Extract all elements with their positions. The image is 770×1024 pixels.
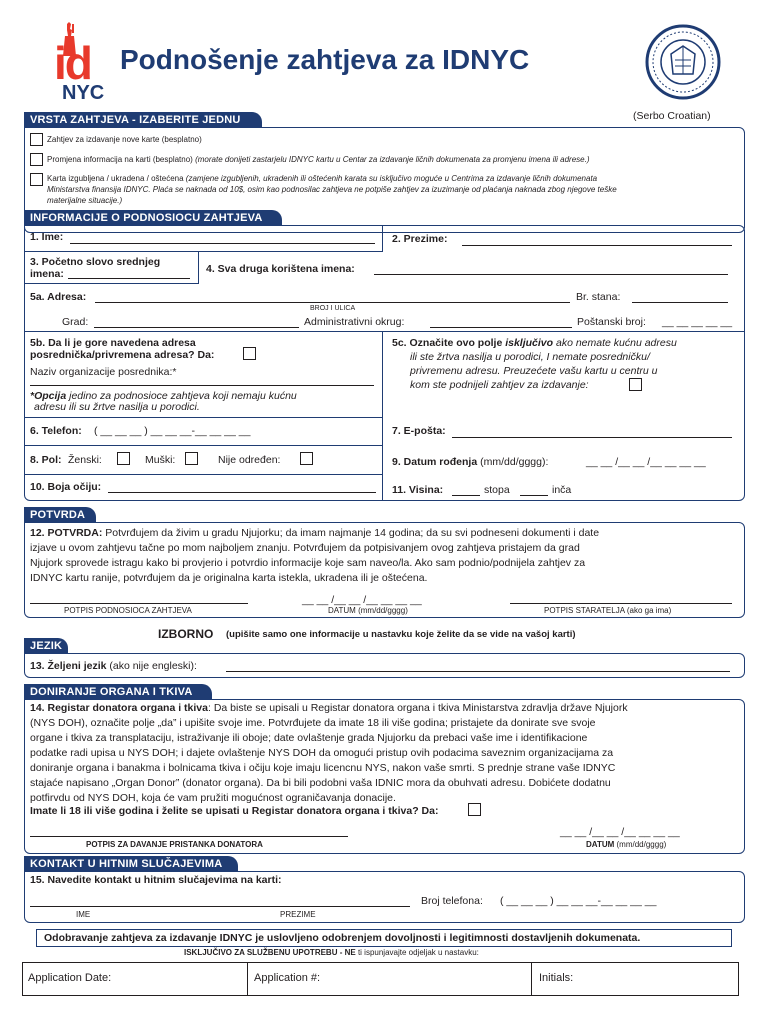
language-q13-note: (ako nije engleski): xyxy=(109,660,197,672)
organ-header: DONIRANJE ORGANA I TKIVA xyxy=(24,684,212,700)
dob-field[interactable]: __ __ /__ __ /__ __ __ __ xyxy=(586,456,706,468)
organ-line3: organe i tkiva za transplataciju, istraživanje ili oboje; date ovlaštenje grada Njujorku da prebaci vaše ime i identifikacione xyxy=(30,732,588,744)
emergency-first-label: IME xyxy=(76,910,91,919)
q5b-label-2: posrednička/privremena adresa? Da: xyxy=(30,349,215,361)
idnyc-logo xyxy=(54,22,110,102)
confirm-lead: 12. POTVRDA: xyxy=(30,527,103,539)
applicant-header: INFORMACIJE O PODNOSIOCU ZAHTJEVA xyxy=(24,210,282,226)
q5c-label-2: ili ste žrtva nasilja u porodici, I nemate posredničku/ xyxy=(410,351,650,363)
applicant-signature-field[interactable] xyxy=(30,603,248,604)
unspecified-checkbox[interactable] xyxy=(300,452,313,465)
confirm-date-label: DATUM (mm/dd/gggg) xyxy=(328,606,408,615)
logo-id-text: id xyxy=(54,37,91,89)
eye-color-field[interactable] xyxy=(108,492,376,493)
organ-yes-checkbox[interactable] xyxy=(468,803,481,816)
email-label: 7. E-pošta: xyxy=(392,425,446,437)
female-checkbox[interactable] xyxy=(117,452,130,465)
emergency-last-label: PREZIME xyxy=(280,910,316,919)
replacement-note-line3: materijalne situacije.) xyxy=(47,196,123,205)
q5c-checkbox[interactable] xyxy=(629,378,642,391)
language-note: (Serbo Croatian) xyxy=(633,110,711,122)
optional-rest: jedino za podnosioce zahtjeva koji nemaju kućnu xyxy=(66,390,297,402)
organ-line7: potfirvdu od NYS DOH, koja će vam pružiti mogućnost ograničavanja donacije. xyxy=(30,792,396,804)
language-q13: 13. Željeni jezik xyxy=(30,660,107,672)
organ-lead: 14. Registar donatora organa i tkiva xyxy=(30,702,208,714)
inches-label: inča xyxy=(552,484,572,496)
confirm-line1 xyxy=(30,526,599,541)
first-name-cell xyxy=(24,225,383,252)
new-card-checkbox[interactable] xyxy=(30,133,43,146)
donor-signature-label: POTPIS ZA DAVANJE PRISTANKA DONATORA xyxy=(86,840,263,849)
email-field[interactable] xyxy=(452,437,732,438)
confirm-line4: IDNYC kartu ranije, potvrđujem da je originalna karta istekla, ukradena ili je oštećena. xyxy=(30,572,428,584)
replacement-note: (zamjene izgubljenih, ukradenih ili oštećenih karata su isključivo moguće u Centrima za izdavanje ličnih dokumenata xyxy=(185,174,598,183)
approval-notice: Odobravanje zahtjeva za izdavanje IDNYC je uslovljeno odobrenjem dovoljnosti i legitimnosti dostavljenih dokumenata. xyxy=(44,932,641,944)
office-use-bold: ISKLJUČIVO ZA SLUŽBENU UPOTREBU - NE xyxy=(184,948,356,957)
donor-signature-field[interactable] xyxy=(30,836,348,837)
height-feet-field[interactable] xyxy=(452,495,480,496)
app-date-label: Application Date: xyxy=(28,972,112,984)
organ-line1-text: : Da biste se upisali u Registar donatora organa i tkiva Ministarstva zdravlja države Njujork xyxy=(207,702,628,714)
emergency-name-field[interactable] xyxy=(30,906,410,907)
other-names-field[interactable] xyxy=(374,274,728,275)
apt-field[interactable] xyxy=(632,302,728,303)
emergency-header: KONTAKT U HITNIM SLUČAJEVIMA xyxy=(24,856,238,872)
q5c-tail: ako nemate kućnu adresu xyxy=(553,337,677,349)
other-names-label: 4. Sva druga korištena imena: xyxy=(206,263,355,275)
last-name-label: 2. Prezime: xyxy=(392,233,448,245)
borough-label: Administrativni okrug: xyxy=(304,316,405,328)
address-label: 5a. Adresa: xyxy=(30,291,87,303)
apt-label: Br. stana: xyxy=(576,291,621,303)
change-info-note: (morate donijeti zastarjelu IDNYC kartu u Centar za izdavanje ličnih dokumenata za promjenu imena ili adrese.) xyxy=(195,155,590,164)
confirm-date-field[interactable]: __ __ /__ __ /__ __ __ __ xyxy=(302,594,422,606)
organ-line2: (NYS DOH), označite polje „da” i upišite svoje ime. Potvrđujete da imate 18 ili više godina; pristajete da donirate sve svoje xyxy=(30,717,596,729)
organ-date-label-bold: DATUM xyxy=(586,840,615,849)
emergency-label: 15. Navedite kontakt u hitnim slučajevima na karti: xyxy=(30,874,282,886)
height-label: 11. Visina: xyxy=(392,484,444,496)
middle-initial-field[interactable] xyxy=(68,278,190,279)
q5c-bold: isključivo xyxy=(505,337,554,349)
org-name-label: Naziv organizacije posrednika:* xyxy=(30,366,177,378)
app-num-label: Application #: xyxy=(254,972,321,984)
q5c-lead: 5c. Označite ovo polje xyxy=(392,337,506,349)
address-field[interactable] xyxy=(95,302,570,303)
phone-label: 6. Telefon: xyxy=(30,425,82,437)
first-name-label: 1. Ime: xyxy=(30,231,64,243)
male-checkbox[interactable] xyxy=(185,452,198,465)
confirm-line3: Njujork sprovede istragu kako bi provjerio i potvrdio informacije koje sam naveo/la. Ako sam podnio/podnijela zahtjev za xyxy=(30,557,586,569)
sex-label: 8. Pol: xyxy=(30,454,62,466)
q5b-label-1: 5b. Da li je gore navedena adresa xyxy=(30,337,196,349)
organ-date-label xyxy=(586,840,666,849)
dob-label xyxy=(392,456,548,468)
replacement-note-line2: Ministarstva finansija IDNYC. Plaća se naknada od 10$, osim kao podnosilac zahtjeva ne potpiše zahtjev za izuzimanje od plaćanja naknada zbog njegove teške xyxy=(47,185,617,194)
female-label: Ženski: xyxy=(68,454,102,466)
emergency-phone-field[interactable]: ( __ __ __ ) __ __ __-__ __ __ __ xyxy=(500,895,657,907)
last-name-field[interactable] xyxy=(462,245,732,246)
q5c-label-1 xyxy=(392,337,677,349)
language-field[interactable] xyxy=(226,671,730,672)
eye-color-label: 10. Boja očiju: xyxy=(30,481,102,493)
organ-line5: doniranje organa i banakma i bolnicama tkiva i očiju koje imaju licencnu NYS, nakon vaše smrti. S prednje strane vaše IDNYC xyxy=(30,762,616,774)
feet-label: stopa xyxy=(484,484,510,496)
change-info-main: Promjena informacija na karti (besplatno) xyxy=(47,155,193,164)
emergency-phone-label: Broj telefona: xyxy=(421,895,483,907)
city-label: Grad: xyxy=(62,316,89,328)
phone-field[interactable]: ( __ __ __ ) __ __ __-__ __ __ __ xyxy=(94,425,251,437)
q5b-yes-checkbox[interactable] xyxy=(243,347,256,360)
office-use-rest: ti ispunjavajte odjeljak u nastavku: xyxy=(355,948,479,957)
first-name-field[interactable] xyxy=(70,243,375,244)
logo-nyc-text: NYC xyxy=(62,82,105,104)
dob-title: 9. Datum rođenja xyxy=(392,456,478,468)
change-info-checkbox[interactable] xyxy=(30,153,43,166)
confirm-line2: izjave u ovom zahtjevu tačne po mom najboljem znanju. Potvrđujem da potpisivanjem ovog zahtjeva pristajem da grad xyxy=(30,542,580,554)
initials-label: Initials: xyxy=(539,972,574,984)
middle-initial-label-2: imena: xyxy=(30,268,64,280)
organ-line1 xyxy=(30,701,628,716)
borough-field[interactable] xyxy=(430,327,572,328)
guardian-signature-field[interactable] xyxy=(510,603,732,604)
street-hint: BROJ I ULICA xyxy=(310,305,356,312)
male-label: Muški: xyxy=(145,454,176,466)
replacement-label xyxy=(47,174,597,183)
organ-line4: podatke radi upisa u NYS DOH; i dajete ovlaštenje NYS DOH da omogući pristup ovih podacima saveznim organizacijama za xyxy=(30,747,614,759)
language-label xyxy=(30,660,197,672)
new-card-label: Zahtjev za izdavanje nove karte (besplatno) xyxy=(47,135,202,144)
nyc-seal xyxy=(645,24,721,100)
language-header: JEZIK xyxy=(24,638,68,654)
confirm-text xyxy=(30,526,599,586)
org-name-field[interactable] xyxy=(30,385,374,386)
request-type-header: VRSTA ZAHTJEVA - IZABERITE JEDNU xyxy=(24,112,262,128)
unspecified-label: Nije određen: xyxy=(218,454,281,466)
organ-question: Imate li 18 ili više godina i želite se upisati u Registar donatora organa i tkiva? Da: xyxy=(30,805,439,817)
optional-title: IZBORNO xyxy=(158,627,214,641)
optional-note-text: (upišite samo one informacije u nastavku koje želite da se vide na vašoj karti) xyxy=(226,629,576,640)
q5c-label-4: kom ste podnijeli zahtjev za izdavanje: xyxy=(410,379,589,391)
height-inches-field[interactable] xyxy=(520,495,548,496)
optional-label: *Opcija xyxy=(30,390,67,402)
zip-label: Poštanski broj: xyxy=(577,316,646,328)
q5c-label-3: privremenu adresu. Preuzećete vašu kartu u centru u xyxy=(410,365,658,377)
guardian-signature-label: POTPIS STARATELJA (ako ga ima) xyxy=(544,606,672,615)
zip-field[interactable]: __ __ __ __ __ xyxy=(662,316,733,328)
middle-initial-label-1: 3. Početno slovo srednjeg xyxy=(30,256,161,268)
organ-date-field[interactable]: __ __ /__ __ /__ __ __ __ xyxy=(560,826,680,838)
office-use-note xyxy=(184,948,479,957)
optional-note-2: adresu ili su žrtve nasilja u porodici. xyxy=(34,401,200,413)
organ-line6: stajaće napisano „Organ Donor” (donator organa). Da bi bili podobni vaša IDNIC mora da obuhvati adresu. Dobićete dodatnu xyxy=(30,777,611,789)
applicant-signature-label: POTPIS PODNOSIOCA ZAHTJEVA xyxy=(64,606,192,615)
dob-format: (mm/dd/gggg): xyxy=(480,456,549,468)
organ-text xyxy=(30,701,628,806)
organ-date-label-rest: (mm/dd/gggg) xyxy=(614,840,667,849)
change-info-label xyxy=(47,155,590,164)
city-field[interactable] xyxy=(94,327,299,328)
confirm-header: POTVRDA xyxy=(24,507,96,523)
replacement-main: Karta izgubljena / ukradena / oštećena xyxy=(47,174,184,183)
city-seal-icon xyxy=(645,24,721,100)
confirm-line1-text: Potvrđujem da živim u gradu Njujorku; da imam najmanje 14 godina; da su svi podneseni dokumenti i date xyxy=(102,527,600,539)
replacement-checkbox[interactable] xyxy=(30,173,43,186)
page-title: Podnošenje zahtjeva za IDNYC xyxy=(120,44,530,75)
